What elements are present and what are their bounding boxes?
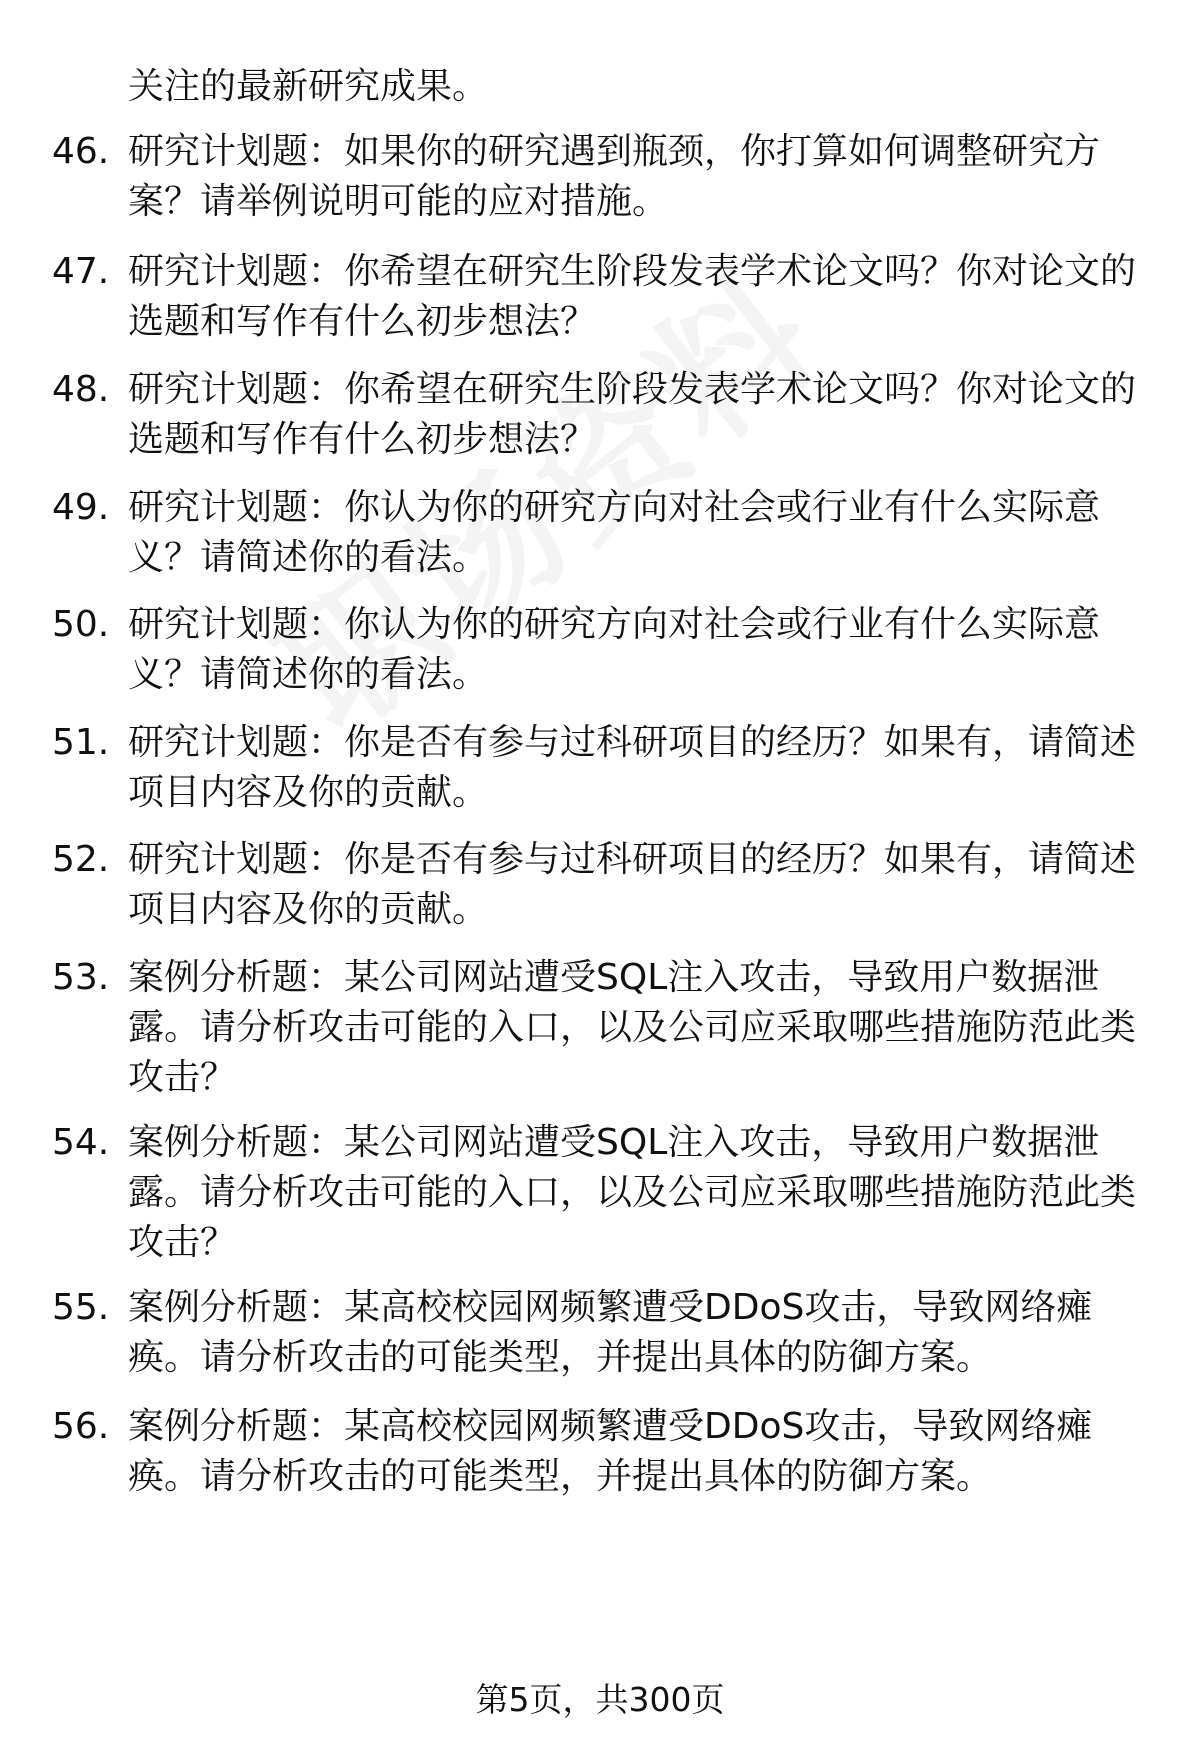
question-item xyxy=(52,718,1162,818)
question-text: 案例分析题：某高校校园网频繁遭受DDoS攻击，导致网络瘫痪。请分析攻击的可能类型，并提出具体的防御方案。 xyxy=(128,1406,1093,1497)
question-item xyxy=(52,247,1162,347)
question-number: 50. xyxy=(52,604,110,645)
question-number: 49. xyxy=(52,487,110,528)
question-item xyxy=(52,483,1162,583)
question-item xyxy=(52,1283,1162,1383)
question-number: 47. xyxy=(52,251,110,292)
question-text: 案例分析题：某高校校园网频繁遭受DDoS攻击，导致网络瘫痪。请分析攻击的可能类型，并提出具体的防御方案。 xyxy=(128,1287,1093,1378)
question-item xyxy=(52,835,1162,935)
question-number: 55. xyxy=(52,1287,110,1328)
question-text: 案例分析题：某公司网站遭受SQL注入攻击，导致用户数据泄露。请分析攻击可能的入口，以及公司应采取哪些措施防范此类攻击？ xyxy=(128,1122,1137,1263)
question-number: 48. xyxy=(52,369,110,410)
question-text: 研究计划题：你希望在研究生阶段发表学术论文吗？你对论文的选题和写作有什么初步想法？ xyxy=(128,369,1137,460)
continuation-text: 关注的最新研究成果。 xyxy=(128,66,489,107)
question-item xyxy=(52,127,1162,227)
question-item xyxy=(52,600,1162,700)
question-text: 案例分析题：某公司网站遭受SQL注入攻击，导致用户数据泄露。请分析攻击可能的入口，以及公司应采取哪些措施防范此类攻击？ xyxy=(128,957,1137,1098)
question-number: 46. xyxy=(52,131,110,172)
question-text: 研究计划题：你认为你的研究方向对社会或行业有什么实际意义？请简述你的看法。 xyxy=(128,604,1101,695)
question-text: 研究计划题：你认为你的研究方向对社会或行业有什么实际意义？请简述你的看法。 xyxy=(128,487,1101,578)
question-item xyxy=(52,953,1162,1103)
question-number: 52. xyxy=(52,839,110,880)
question-text: 研究计划题：你是否有参与过科研项目的经历？如果有，请简述项目内容及你的贡献。 xyxy=(128,722,1137,813)
question-number: 56. xyxy=(52,1406,110,1447)
question-item xyxy=(52,365,1162,465)
question-number: 51. xyxy=(52,722,110,763)
question-number: 54. xyxy=(52,1122,110,1163)
question-text: 研究计划题：你是否有参与过科研项目的经历？如果有，请简述项目内容及你的贡献。 xyxy=(128,839,1137,930)
question-item xyxy=(52,1118,1162,1268)
question-text: 研究计划题：你希望在研究生阶段发表学术论文吗？你对论文的选题和写作有什么初步想法？ xyxy=(128,251,1137,342)
page-footer: 第5页，共300页 xyxy=(475,1680,725,1719)
question-text: 研究计划题：如果你的研究遇到瓶颈，你打算如何调整研究方案？请举例说明可能的应对措施。 xyxy=(128,131,1101,222)
question-number: 53. xyxy=(52,957,110,998)
question-item xyxy=(52,1402,1162,1502)
